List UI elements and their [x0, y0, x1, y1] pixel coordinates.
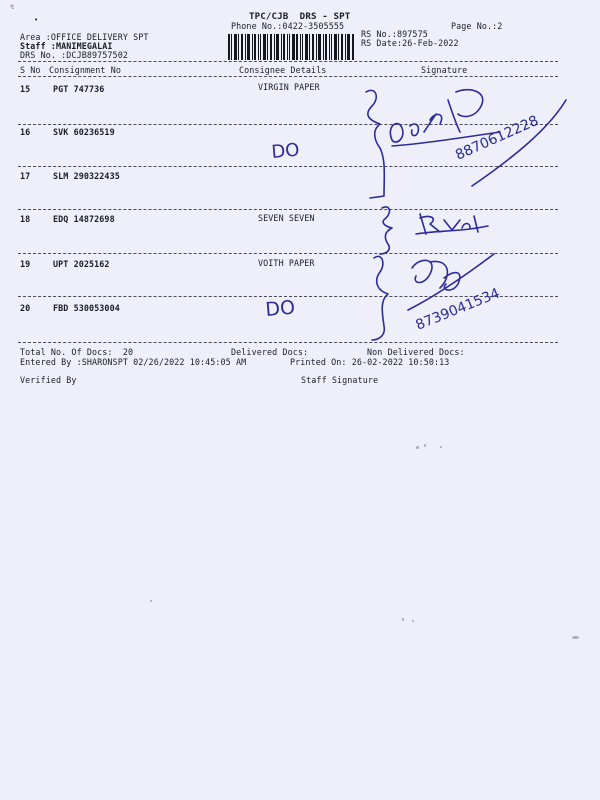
scan-speck	[402, 618, 404, 621]
signature-stroke	[416, 214, 488, 234]
row-sno: 17	[20, 171, 31, 181]
row-consignment: FBD 530053004	[53, 303, 120, 313]
scan-speck	[440, 446, 442, 448]
brace-mark	[372, 256, 388, 340]
row-consignment: PGT 747736	[53, 84, 105, 94]
row-divider	[18, 253, 558, 254]
handwritten-phone: 8870612228	[453, 112, 542, 164]
header-divider	[18, 61, 558, 62]
column-consignee: Consignee Details	[239, 65, 327, 75]
total-docs: Total No. Of Docs: 20	[20, 347, 134, 357]
scan-speck	[412, 620, 414, 622]
column-divider	[18, 76, 558, 77]
phone-number: Phone No.:0422-3505555	[231, 21, 345, 31]
rs-date: RS Date:26-Feb-2022	[361, 38, 459, 48]
row-divider	[18, 124, 558, 125]
staff-signature-label: Staff Signature	[301, 375, 379, 385]
row-divider	[18, 296, 558, 297]
ditto-mark: DO	[270, 139, 301, 163]
dot-mark: •	[34, 16, 39, 24]
ditto-mark: DO	[264, 296, 296, 321]
handwritten-phone: 8739041534	[413, 285, 503, 334]
barcode	[228, 34, 354, 60]
row-divider	[18, 166, 558, 167]
entered-by: Entered By :SHARONSPT 02/26/2022 10:45:05 AM	[20, 357, 247, 367]
row-sno: 20	[20, 303, 31, 313]
row-sno: 19	[20, 259, 31, 269]
row-consignment: EDQ 14872698	[53, 214, 115, 224]
scan-speck	[150, 600, 152, 602]
row-consignment: SVK 60236519	[53, 127, 115, 137]
scan-speck	[572, 636, 579, 639]
signature-underline	[472, 100, 566, 186]
scan-speck	[416, 446, 419, 449]
delivered-docs: Delivered Docs:	[231, 347, 309, 357]
brace-mark	[380, 207, 392, 254]
verified-by: Verified By	[20, 375, 77, 385]
report-title: TPC/CJB DRS - SPT	[249, 11, 351, 22]
non-delivered-docs: Non Delivered Docs:	[367, 347, 465, 357]
scan-speck	[424, 444, 426, 447]
table-bottom-divider	[18, 342, 558, 343]
signature-stroke	[408, 254, 494, 310]
column-sno: S No	[20, 65, 41, 75]
row-consignee: VIRGIN PAPER	[258, 82, 320, 92]
signature-stroke	[390, 90, 500, 146]
row-consignee: SEVEN SEVEN	[258, 213, 315, 223]
row-sno: 18	[20, 214, 31, 224]
row-divider	[18, 209, 558, 210]
page-number: Page No.:2	[451, 21, 503, 31]
row-sno: 15	[20, 84, 31, 94]
row-sno: 16	[20, 127, 31, 137]
column-consignment: Consignment No	[49, 65, 121, 75]
drs-number: DRS No. :DCJB89757502	[20, 50, 128, 60]
column-signature: Signature	[421, 65, 468, 75]
area-label: Area :OFFICE DELIVERY SPT	[20, 32, 149, 42]
row-consignment: SLM 290322435	[53, 171, 120, 181]
printed-on: Printed On: 26-02-2022 10:50:13	[290, 357, 450, 367]
rs-number: RS No.:897575	[361, 29, 428, 39]
row-consignment: UPT 2025162	[53, 259, 110, 269]
row-consignee: VOITH PAPER	[258, 258, 315, 268]
corner-mark: ↯	[10, 3, 15, 11]
brace-mark	[366, 90, 384, 198]
staff-label: Staff :MANIMEGALAI	[20, 41, 113, 51]
